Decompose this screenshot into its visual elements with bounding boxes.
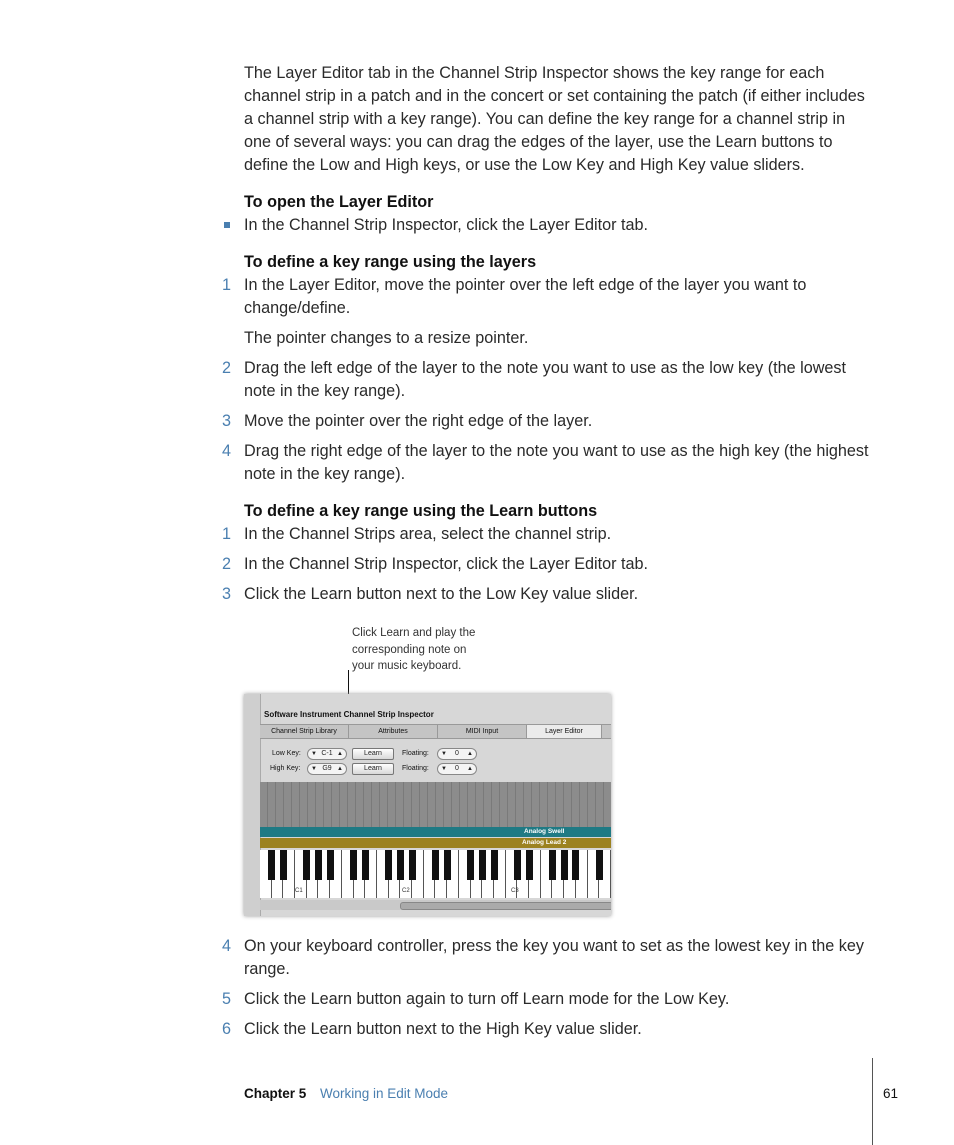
tab-channel-strip-library[interactable]: Channel Strip Library (260, 725, 349, 738)
floating-value: 0 (455, 750, 459, 757)
low-key-slider[interactable] (307, 748, 347, 760)
high-key-value: G9 (322, 765, 332, 772)
black-key[interactable] (303, 850, 310, 880)
decrement-arrow-icon[interactable]: ▼ (311, 766, 317, 772)
step-text: Click the Learn button again to turn off Learn mode for the Low Key. (244, 990, 730, 1008)
increment-arrow-icon[interactable]: ▲ (337, 766, 343, 772)
footer-chapter-title: Working in Edit Mode (320, 1086, 449, 1101)
octave-label: C1 (295, 888, 303, 894)
step-text: Drag the right edge of the layer to the note you want to use as the high key (the highest note in the key range). (244, 442, 869, 483)
step-number: 2 (222, 555, 232, 573)
layer-analog-lead-2[interactable] (260, 838, 611, 848)
scrollbar-thumb[interactable] (400, 902, 611, 910)
step-text: Move the pointer over the right edge of the layer. (244, 412, 593, 430)
black-key[interactable] (514, 850, 521, 880)
black-key[interactable] (315, 850, 322, 880)
step-number: 2 (222, 359, 232, 377)
piano-keyboard[interactable] (260, 850, 611, 898)
high-key-slider[interactable] (307, 763, 347, 775)
page-number: 61 (883, 1086, 899, 1101)
floating-value: 0 (455, 765, 459, 772)
step-text: On your keyboard controller, press the key you want to set as the lowest key in the key range. (244, 937, 864, 978)
inspector-screenshot (244, 694, 611, 916)
side-strip (244, 694, 261, 916)
floating-label: Floating: (402, 765, 429, 772)
callout-line: corresponding note on (352, 643, 467, 656)
high-key-label: High Key: (270, 765, 301, 772)
high-key-learn-button[interactable]: Learn (352, 763, 394, 775)
increment-arrow-icon[interactable]: ▲ (337, 751, 343, 757)
layer-grid (260, 782, 611, 827)
callout-line: your music keyboard. (352, 660, 462, 672)
tab-layer-editor[interactable]: Layer Editor (527, 725, 602, 738)
floating-label: Floating: (402, 750, 429, 757)
black-key[interactable] (362, 850, 369, 880)
octave-label: C3 (511, 888, 519, 894)
step-number: 5 (222, 990, 232, 1008)
low-key-learn-button[interactable]: Learn (352, 748, 394, 760)
increment-arrow-icon[interactable]: ▲ (467, 751, 473, 757)
black-key[interactable] (491, 850, 498, 880)
intro-paragraph: The Layer Editor tab in the Channel Strip Inspector shows the key range for each channel strip in a patch and in the concert or set containing the patch (if either includes a channel strip with a key range). You can define the key range for a channel strip in one of several ways: you can drag the edges of the layer, use the Learn buttons to define the Low and High keys, or use the Low Key and High Key value sliders. (244, 64, 865, 174)
low-key-label: Low Key: (272, 750, 301, 757)
section-heading-open-layer-editor: To open the Layer Editor (244, 193, 434, 211)
step-text: Click the Learn button next to the High Key value slider. (244, 1020, 642, 1038)
section-heading-layers: To define a key range using the layers (244, 253, 537, 271)
layer-analog-swell[interactable] (260, 827, 611, 837)
black-key[interactable] (409, 850, 416, 880)
bullet-text: In the Channel Strip Inspector, click the Layer Editor tab. (244, 216, 649, 234)
step-note: The pointer changes to a resize pointer. (244, 329, 529, 347)
footer-chapter: Chapter 5 (244, 1086, 307, 1101)
black-key[interactable] (397, 850, 404, 880)
high-floating-slider[interactable] (437, 763, 477, 775)
black-key[interactable] (572, 850, 579, 880)
black-key[interactable] (280, 850, 287, 880)
black-key[interactable] (549, 850, 556, 880)
step-number: 1 (222, 525, 232, 543)
callout-text (352, 625, 475, 675)
low-key-value: C-1 (321, 750, 333, 757)
black-key[interactable] (479, 850, 486, 880)
step-number: 3 (222, 585, 232, 603)
octave-label: C2 (402, 888, 410, 894)
footer-divider (872, 1058, 873, 1145)
black-key[interactable] (561, 850, 568, 880)
step-number: 4 (222, 937, 232, 955)
step-text: Drag the left edge of the layer to the note you want to use as the low key (the lowest note in the key range). (244, 359, 846, 400)
step-number: 3 (222, 412, 232, 430)
step-number: 4 (222, 442, 232, 460)
black-key[interactable] (385, 850, 392, 880)
black-key[interactable] (467, 850, 474, 880)
black-key[interactable] (350, 850, 357, 880)
black-key[interactable] (444, 850, 451, 880)
decrement-arrow-icon[interactable]: ▼ (441, 766, 447, 772)
increment-arrow-icon[interactable]: ▲ (467, 766, 473, 772)
inspector-title: Software Instrument Channel Strip Inspector (264, 710, 434, 719)
horizontal-scrollbar[interactable] (260, 900, 611, 910)
step-number: 1 (222, 276, 232, 294)
black-key[interactable] (596, 850, 603, 880)
tab-attributes[interactable]: Attributes (349, 725, 438, 738)
step-text: In the Layer Editor, move the pointer over the left edge of the layer you want to change/define. (244, 276, 807, 317)
inspector-tabs (260, 724, 611, 739)
black-key[interactable] (327, 850, 334, 880)
bullet-marker (224, 222, 230, 228)
black-key[interactable] (432, 850, 439, 880)
tab-midi-input[interactable]: MIDI Input (438, 725, 527, 738)
layer-name: Analog Lead 2 (522, 839, 567, 846)
step-text: Click the Learn button next to the Low Key value slider. (244, 585, 639, 603)
black-key[interactable] (268, 850, 275, 880)
black-key[interactable] (526, 850, 533, 880)
section-heading-learn-buttons: To define a key range using the Learn buttons (244, 502, 598, 520)
step-text: In the Channel Strip Inspector, click the Layer Editor tab. (244, 555, 649, 573)
step-number: 6 (222, 1020, 232, 1038)
decrement-arrow-icon[interactable]: ▼ (311, 751, 317, 757)
callout-line: Click Learn and play the (352, 627, 476, 639)
decrement-arrow-icon[interactable]: ▼ (441, 751, 447, 757)
low-floating-slider[interactable] (437, 748, 477, 760)
step-text: In the Channel Strips area, select the channel strip. (244, 525, 612, 543)
layer-name: Analog Swell (524, 828, 565, 835)
